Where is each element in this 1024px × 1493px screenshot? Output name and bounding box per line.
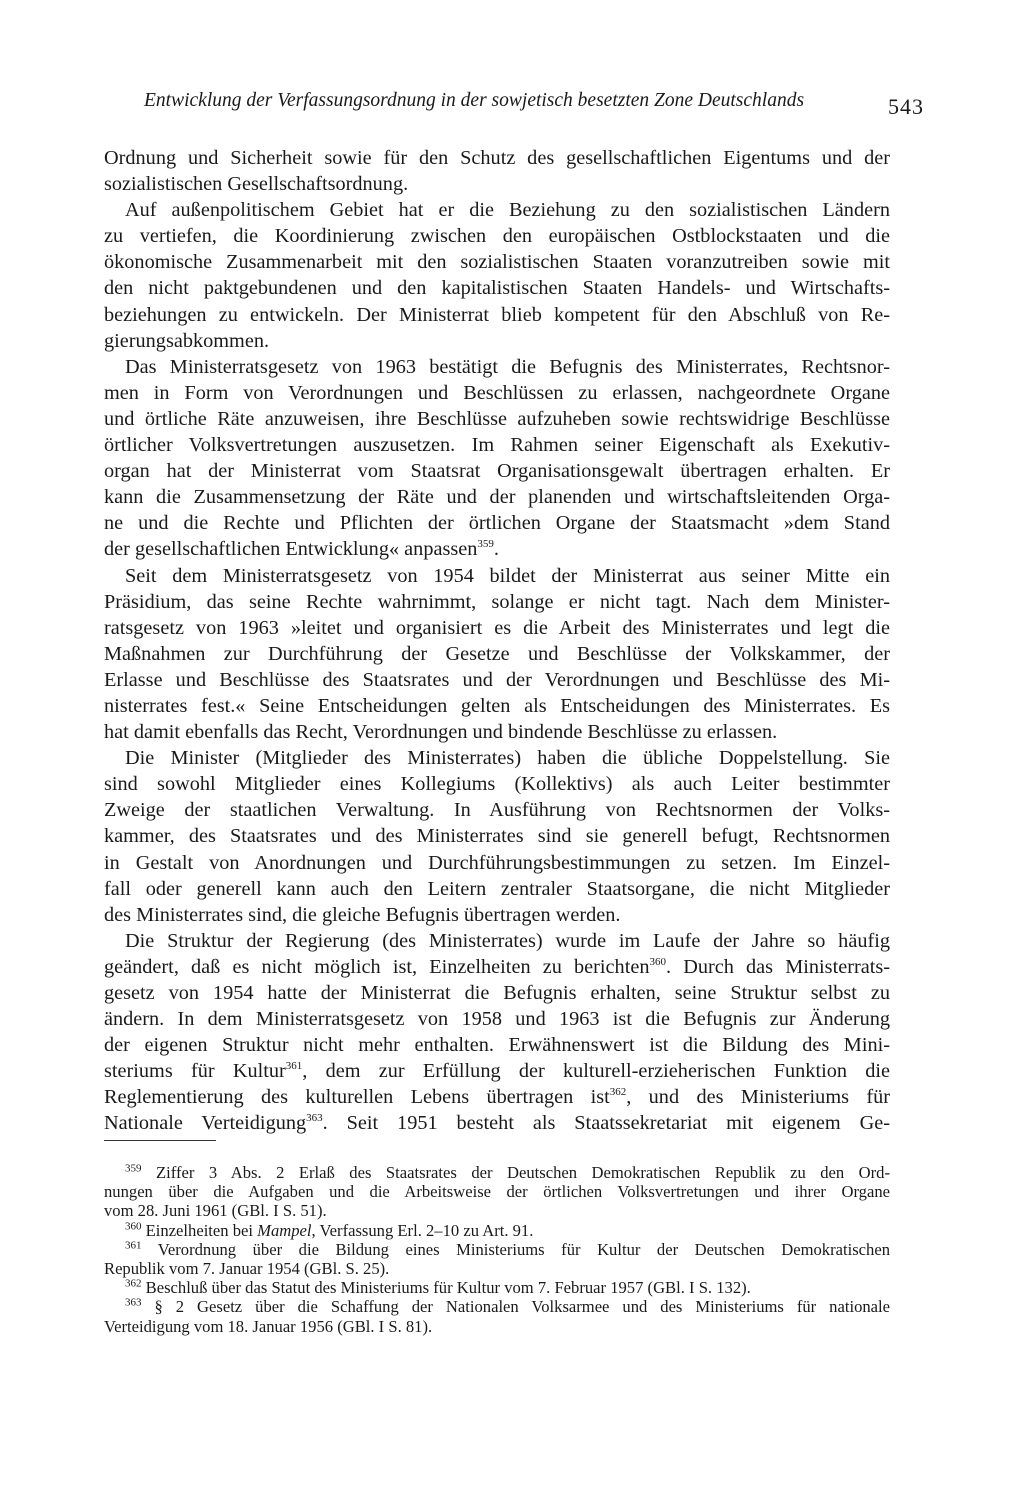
text-line [104,589,890,615]
text-line [104,1006,890,1032]
line-text-continued: . Durch das Ministerrats- [665,955,890,978]
text-line [104,432,890,458]
text-line [104,641,890,667]
line-text: nisterrates fest.« Seine Entscheidungen gelten als Entscheidungen des Ministerrates. Es [104,694,890,717]
footnote-text: vom 28. Juni 1961 (GBl. I S. 51). [104,1201,327,1221]
line-text: zu vertiefen, die Koordinierung zwischen den europäischen Ostblockstaaten und die [104,225,890,248]
line-text: sind sowohl Mitglieder eines Kollegiums (Kollektivs) als auch Leiter bestimmter [104,773,890,796]
text-line [104,302,890,328]
line-text: Maßnahmen zur Durchführung der Gesetze und Beschlüsse der Volkskammer, der [104,642,890,665]
footnote-line [104,1240,890,1259]
line-text: der gesellschaftlichen Entwicklung« anpassen [104,538,478,561]
line-text: und örtliche Räte anzuweisen, ihre Beschlüsse aufzuheben sowie rechtswidrige Beschlüsse [104,407,890,430]
line-text-continued: . Seit 1951 besteht als Staatssekretariat mit eigenem Ge- [322,1112,890,1135]
footnote-reference: 363 [306,1112,323,1125]
line-text: sozialistischen Gesellschaftsordnung. [104,173,409,196]
text-line [104,980,890,1006]
line-text: kammer, des Staatsrates und des Ministerrates sind sie generell befugt, Rechtsnormen [104,825,890,848]
text-line [104,615,890,641]
line-text-continued: . [493,538,499,561]
footnote-text: nungen über die Aufgaben und die Arbeitsweise der örtlichen Volksvertretungen und ihrer Organe [104,1182,890,1202]
line-text: örtlicher Volksvertretungen auszusetzen. Im Rahmen seiner Eigenschaft als Exekutiv- [104,434,890,457]
text-line [104,1058,890,1084]
footnote-text: Einzelheiten bei [141,1220,258,1240]
footnote-text: § 2 Gesetz über die Schaffung der Nationalen Volksarmee und des Ministeriums für nationale [141,1297,890,1317]
footnote-line [104,1278,890,1297]
line-text: Seit dem Ministerratsgesetz von 1954 bildet der Ministerrat aus seiner Mitte ein [125,564,890,587]
text-line [104,197,890,223]
text-line [104,354,890,380]
line-text: gierungsabkommen. [104,329,270,352]
line-text-continued: , dem zur Erfüllung der kulturell-erzieherischen Funktion die [302,1060,890,1083]
footnote-text: Beschluß über das Statut des Ministeriums für Kultur vom 7. Februar 1957 (GBl. I S. 132). [141,1278,751,1298]
line-text: ratsgesetz von 1963 »leitet und organisiert es die Arbeit des Ministerrates und legt die [104,616,890,639]
footnote-number: 363 [125,1297,142,1309]
text-line [104,876,890,902]
line-text: kann die Zusammensetzung der Räte und der planenden und wirtschaftsleitenden Orga- [104,486,890,509]
text-line [104,510,890,536]
text-line [104,406,890,432]
footnote-line [104,1317,890,1336]
text-line [104,797,890,823]
line-text: der eigenen Struktur nicht mehr enthalten. Erwähnenswert ist die Bildung des Mini- [104,1034,890,1057]
line-text: des Ministerrates sind, die gleiche Befugnis übertragen werden. [104,903,621,926]
line-text: men in Form von Verordnungen und Beschlüssen zu erlassen, nachgeordnete Organe [104,381,890,404]
text-line [104,328,890,354]
text-line [104,928,890,954]
text-line [104,249,890,275]
line-text: ändern. In dem Ministerratsgesetz von 1958 und 1963 ist die Befugnis zur Änderung [104,1008,890,1031]
line-text: beziehungen zu entwickeln. Der Ministerrat blieb kompetent für den Abschluß von Re- [104,303,890,326]
text-line [104,223,890,249]
footnote-text: Verteidigung vom 18. Januar 1956 (GBl. I S. 81). [104,1316,433,1336]
text-line [104,275,890,301]
footnote-number: 361 [125,1239,142,1252]
footnotes [104,1163,890,1336]
footnote-line [104,1201,890,1220]
running-head-title: Entwicklung der Verfassungsordnung in der sowjetisch besetzten Zone Deutschlands [144,90,805,111]
text-line [104,380,890,406]
text-line [104,850,890,876]
line-text: Reglementierung des kulturellen Lebens übertragen ist [104,1086,610,1109]
line-text: hat damit ebenfalls das Recht, Verordnungen und bindende Beschlüsse zu erlassen. [104,721,778,744]
footnote-reference: 361 [285,1060,303,1073]
text-line [104,719,890,745]
footnote-separator [104,1140,216,1141]
line-text: ökonomische Zusammenarbeit mit den sozialistischen Staaten voranzutreiben sowie mit [104,251,890,274]
footnote-line [104,1259,890,1278]
running-head [104,78,924,118]
footnote-line [104,1182,890,1201]
page-number: 543 [888,94,924,119]
line-text: den nicht paktgebundenen und den kapitalistischen Staaten Handels- und Wirtschafts- [104,277,890,300]
text-line [104,667,890,693]
footnote-line [104,1221,890,1240]
line-text: Die Minister (Mitglieder des Ministerrates) haben die übliche Doppelstellung. Sie [125,747,890,770]
footnote-number: 359 [125,1163,142,1175]
line-text: in Gestalt von Anordnungen und Durchführungsbestimmungen zu setzen. Im Einzel- [104,851,890,874]
footnote-number: 362 [125,1278,142,1290]
footnote-reference: 359 [477,538,494,551]
footnote-number: 360 [125,1220,142,1233]
footnote-reference: 362 [609,1086,627,1099]
line-text: ne und die Rechte und Pflichten der örtlichen Organe der Staatsmacht »dem Stand [104,512,890,535]
text-line [104,145,890,171]
text-line [104,693,890,719]
line-text: steriums für Kultur [104,1060,286,1083]
line-text: gesetz von 1954 hatte der Ministerrat die Befugnis erhalten, seine Struktur selbst zu [104,982,890,1004]
text-line [104,902,890,928]
text-line [104,1110,890,1136]
text-line [104,823,890,849]
footnote-line [104,1297,890,1316]
line-text: Erlasse und Beschlüsse des Staatsrates und der Verordnungen und Beschlüsse des Mi- [104,668,890,691]
text-line [104,536,890,562]
text-line [104,563,890,589]
text-line [104,1084,890,1110]
line-text: organ hat der Ministerrat vom Staatsrat Organisationsgewalt übertragen erhalten. Er [104,460,890,483]
text-line [104,484,890,510]
footnote-text: Ziffer 3 Abs. 2 Erlaß des Staatsrates der Deutschen Demokratischen Republik zu den Ord- [141,1163,890,1182]
text-line [104,954,890,980]
line-text: geändert, daß es nicht möglich ist, Einzelheiten zu berichten [104,955,650,978]
text-line [104,458,890,484]
footnote-text: Verordnung über die Bildung eines Ministeriums für Kultur der Deutschen Demokratischen [141,1239,890,1259]
footnote-text: Republik vom 7. Januar 1954 (GBl. S. 25). [104,1258,390,1278]
text-line [104,1032,890,1058]
text-line [104,171,890,197]
line-text: Nationale Verteidigung [104,1112,307,1135]
body-text [104,145,890,1137]
text-line [104,745,890,771]
line-text: Zweige der staatlichen Verwaltung. In Ausführung von Rechtsnormen der Volks- [104,799,890,822]
line-text: Die Struktur der Regierung (des Ministerrates) wurde im Laufe der Jahre so häufig [125,929,890,952]
footnote-line [104,1163,890,1182]
footnote-reference: 360 [649,956,666,969]
footnote-text-continued: , Verfassung Erl. 2–10 zu Art. 91. [311,1220,534,1240]
line-text: Ordnung und Sicherheit sowie für den Schutz des gesellschaftlichen Eigentums und der [104,147,890,169]
line-text: Präsidium, das seine Rechte wahrnimmt, solange er nicht tagt. Nach dem Minister- [104,590,890,613]
line-text-continued: , und des Ministeriums für [626,1086,890,1109]
footnote-author: Mampel [257,1220,312,1240]
text-line [104,771,890,797]
line-text: Auf außenpolitischem Gebiet hat er die Beziehung zu den sozialistischen Ländern [125,199,890,222]
line-text: Das Ministerratsgesetz von 1963 bestätigt die Befugnis des Ministerrates, Rechtsnor- [125,355,890,378]
line-text: fall oder generell kann auch den Leitern zentraler Staatsorgane, die nicht Mitglieder [104,877,890,900]
